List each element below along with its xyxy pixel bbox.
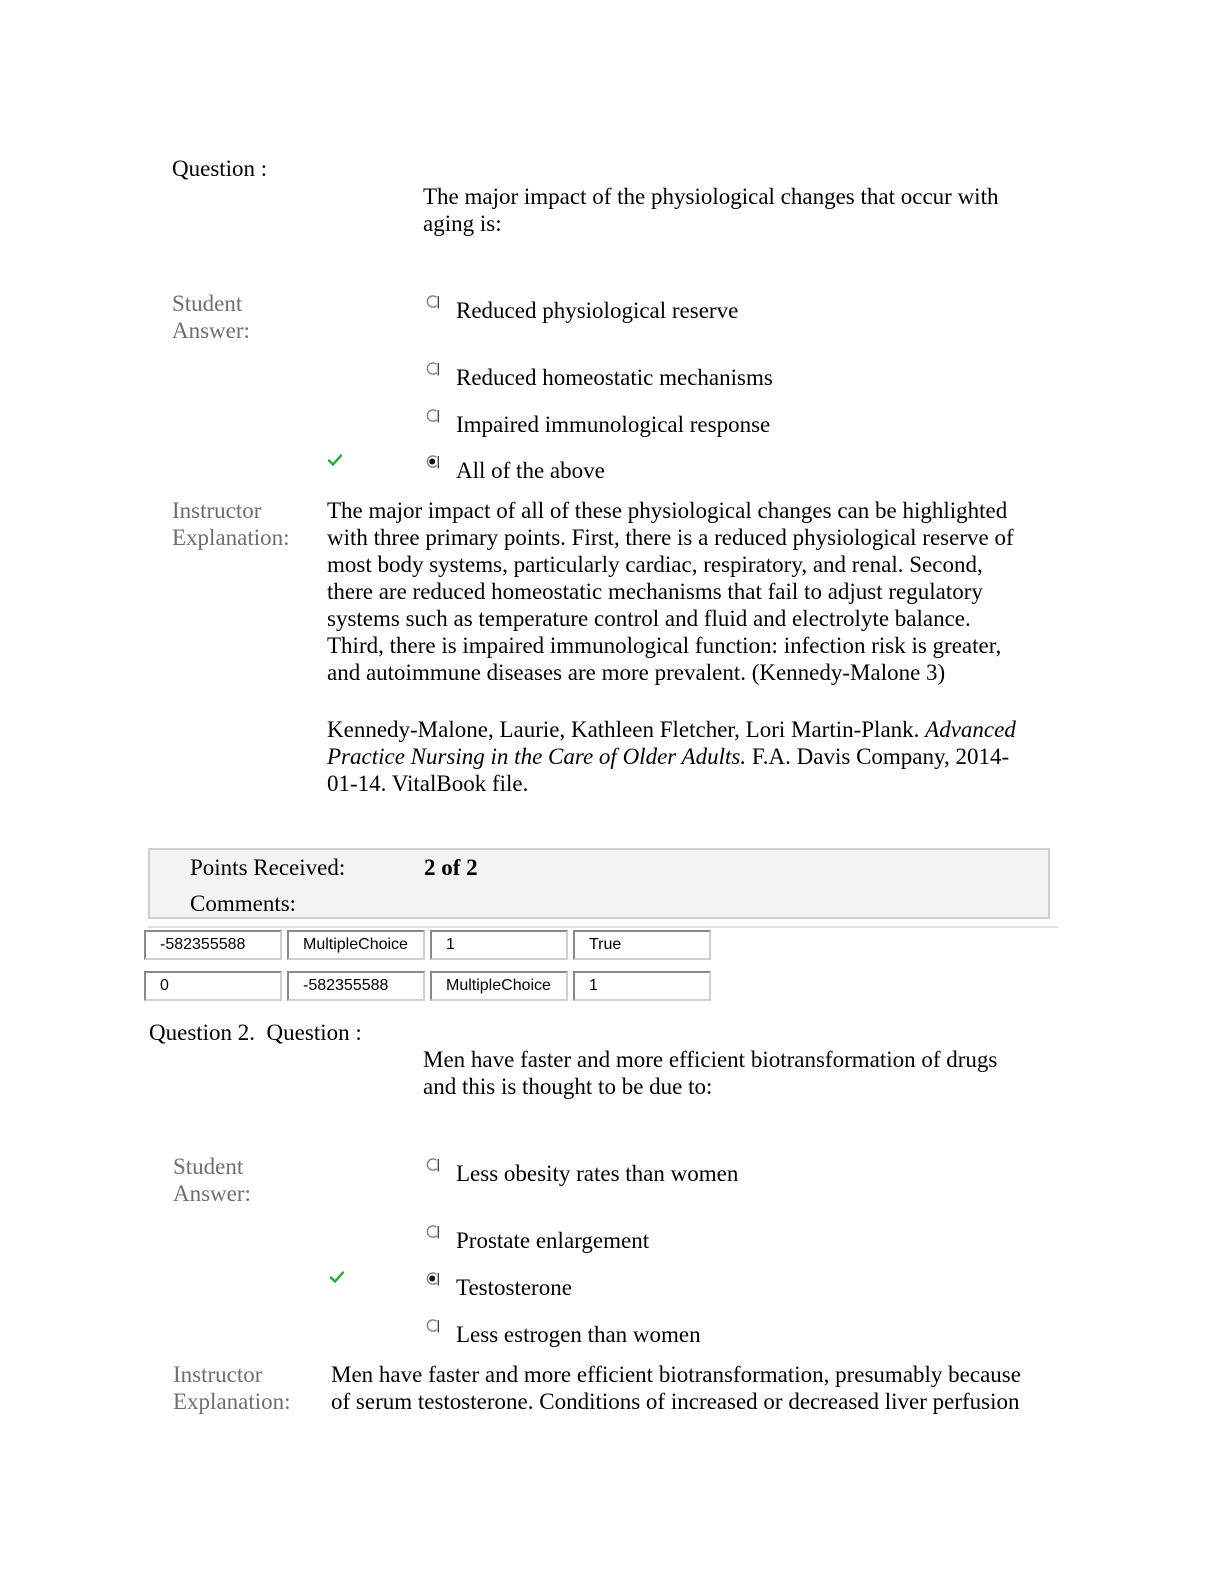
q2-option-4-radio-icon[interactable] — [425, 1318, 440, 1333]
q1-option-2-radio-icon[interactable] — [425, 361, 440, 376]
divider — [148, 926, 1058, 928]
q1-explanation-line: systems such as temperature control and fluid and electrolyte balance. — [327, 606, 971, 631]
q1-option-2-label: Reduced homeostatic mechanisms — [456, 365, 773, 390]
q2-instructor-label-1: Instructor — [173, 1362, 263, 1387]
meta-cell: MultipleChoice — [287, 930, 425, 960]
q1-instructor-label-1: Instructor — [172, 498, 262, 523]
q1-prompt-line2: aging is: — [423, 211, 502, 236]
meta-cell: -582355588 — [287, 971, 425, 1001]
q1-option-1-radio-icon[interactable] — [425, 294, 440, 309]
meta-cell: True — [573, 930, 711, 960]
citation-end: 01-14. VitalBook file. — [327, 771, 529, 796]
q2-option-1-radio-icon[interactable] — [425, 1157, 440, 1172]
q1-explanation-line: most body systems, particularly cardiac, respiratory, and renal. Second, — [327, 552, 983, 577]
meta-cell: 1 — [430, 930, 568, 960]
points-received-label: Points Received: — [190, 855, 346, 880]
citation-title-a: Advanced — [925, 717, 1016, 742]
citation-publisher: F.A. Davis Company, 2014- — [751, 744, 1010, 769]
q1-option-1-label: Reduced physiological reserve — [456, 298, 739, 323]
meta-cell: 1 — [573, 971, 711, 1001]
citation-authors: Kennedy-Malone, Laurie, Kathleen Fletcher, Lori Martin-Plank. — [327, 717, 920, 742]
q2-label: Question 2. Question : — [149, 1020, 362, 1045]
q1-correct-check-icon — [328, 453, 342, 465]
q2-explanation — [331, 1361, 1021, 1415]
q1-prompt-line1: The major impact of the physiological changes that occur with — [423, 184, 999, 209]
meta-cell: -582355588 — [144, 930, 282, 960]
q1-student-answer-label-2: Answer: — [172, 318, 250, 343]
q2-correct-check-icon — [330, 1270, 344, 1282]
q1-explanation-line: there are reduced homeostatic mechanisms that fail to adjust regulatory — [327, 579, 983, 604]
q2-explanation-line: Men have faster and more efficient biotransformation, presumably because — [331, 1362, 1021, 1387]
q1-explanation-line: The major impact of all of these physiological changes can be highlighted — [327, 498, 1008, 523]
q1-student-answer-label-1: Student — [172, 291, 243, 316]
citation-title-b: Practice Nursing in the Care of Older Adults. — [327, 744, 747, 769]
q2-option-3-label: Testosterone — [456, 1275, 572, 1300]
meta-cell: 0 — [144, 971, 282, 1001]
q2-student-answer-label-2: Answer: — [173, 1181, 251, 1206]
q1-option-4-label: All of the above — [456, 458, 605, 483]
comments-label: Comments: — [190, 891, 297, 916]
q2-explanation-line: of serum testosterone. Conditions of increased or decreased liver perfusion — [331, 1389, 1020, 1414]
q1-explanation-line: with three primary points. First, there is a reduced physiological reserve of — [327, 525, 1014, 550]
q1-explanation — [327, 497, 1014, 686]
q2-option-2-label: Prostate enlargement — [456, 1228, 650, 1253]
q2-student-answer-label-1: Student — [173, 1154, 244, 1179]
q2-option-3-radio-icon[interactable] — [425, 1271, 440, 1286]
q1-option-3-radio-icon[interactable] — [425, 408, 440, 423]
q1-label: Question : — [172, 156, 268, 181]
q1-explanation-line: and autoimmune diseases are more prevalent. (Kennedy-Malone 3) — [327, 660, 946, 685]
meta-cell: MultipleChoice — [430, 971, 568, 1001]
points-received-value: 2 of 2 — [424, 855, 478, 880]
q1-option-4-radio-icon[interactable] — [425, 454, 440, 469]
q2-prompt-line1: Men have faster and more efficient biotransformation of drugs — [423, 1047, 998, 1072]
q2-option-1-label: Less obesity rates than women — [456, 1161, 739, 1186]
q2-option-2-radio-icon[interactable] — [425, 1224, 440, 1239]
q1-citation — [327, 716, 1016, 797]
q2-instructor-label-2: Explanation: — [173, 1389, 291, 1414]
q2-option-4-label: Less estrogen than women — [456, 1322, 701, 1347]
q1-explanation-line: Third, there is impaired immunological function: infection risk is greater, — [327, 633, 1002, 658]
q1-option-3-label: Impaired immunological response — [456, 412, 771, 437]
q2-prompt-line2: and this is thought to be due to: — [423, 1074, 713, 1099]
q1-instructor-label-2: Explanation: — [172, 525, 290, 550]
